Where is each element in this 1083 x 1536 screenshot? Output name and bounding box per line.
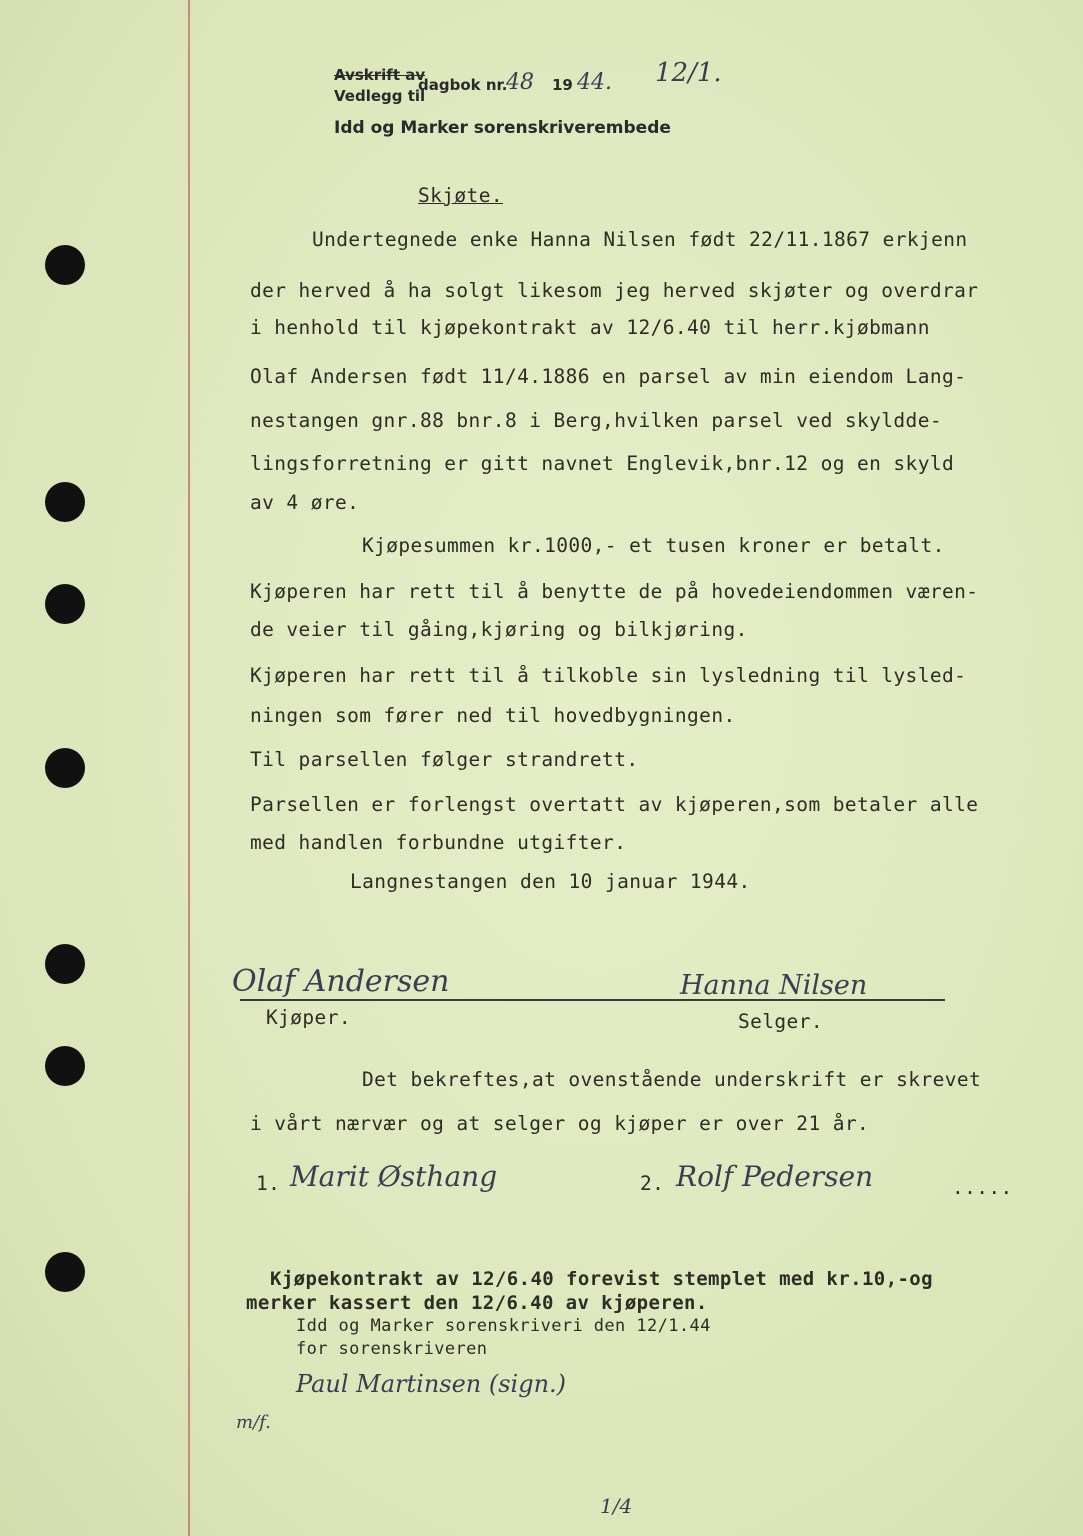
registration-line: Kjøpekontrakt av 12/6.40 forevist stemplet med kr.10,-og [270,1268,933,1290]
witness-1-number: 1. [256,1172,281,1195]
bottom-mark: 1/4 [600,1494,633,1518]
witness-1-name: Marit Østhang [290,1160,498,1193]
header-year-prefix: 19 [552,76,573,94]
header-year-suffix: 44. [577,70,612,95]
body-line: der herved å ha solgt likesom jeg herved skjøter og overdrar [250,279,979,302]
body-line: ningen som fører ned til hovedbygningen. [250,704,736,727]
registration-line: merker kassert den 12/6.40 av kjøperen. [246,1292,708,1314]
header-dagbok-label: dagbok nr. [418,76,508,94]
body-line: i henhold til kjøpekontrakt av 12/6.40 til herr.kjøbmann [250,316,930,339]
body-line: Kjøperen har rett til å benytte de på hovedeiendommen væren- [250,580,979,603]
buyer-label: Kjøper. [266,1006,351,1029]
punch-hole [45,482,85,522]
body-line: nestangen gnr.88 bnr.8 i Berg,hvilken parsel ved skyldde- [250,409,942,432]
seller-label: Selger. [738,1010,823,1033]
punch-hole [45,1252,85,1292]
body-line: de veier til gåing,kjøring og bilkjøring. [250,618,748,641]
initials: m/f. [236,1412,271,1433]
body-line: Langnestangen den 10 januar 1944. [350,870,751,893]
clerk-signature: Paul Martinsen (sign.) [296,1370,567,1398]
witness-2-name: Rolf Pedersen [676,1160,874,1193]
margin-rule [188,0,190,1536]
punch-hole [45,584,85,624]
body-line: Kjøperen har rett til å tilkoble sin lysledning til lysled- [250,664,967,687]
body-line: Olaf Andersen født 11/4.1886 en parsel av min eiendom Lang- [250,365,967,388]
punch-hole [45,944,85,984]
header-date-note: 12/1. [655,58,722,88]
witness-2-number: 2. [640,1172,665,1195]
buyer-signature: Olaf Andersen [232,964,450,999]
body-line: Undertegnede enke Hanna Nilsen født 22/11.1867 erkjenn [312,228,968,251]
body-line: Til parsellen følger strandrett. [250,748,639,771]
header-dagbok-number: 48 [506,70,534,95]
punch-hole [45,1046,85,1086]
header-avskrift: Avskrift av [334,66,426,84]
punch-hole [45,748,85,788]
registration-line: for sorenskriveren [296,1339,488,1359]
body-line: av 4 øre. [250,491,360,514]
header-office: Idd og Marker sorenskriverembede [334,118,671,138]
registration-line: Idd og Marker sorenskriveri den 12/1.44 [296,1316,711,1336]
witness-2-dots: ..... [952,1176,1013,1199]
body-line: med handlen forbundne utgifter. [250,831,627,854]
body-line: Kjøpesummen kr.1000,- et tusen kroner er betalt. [362,534,945,557]
body-line: Parsellen er forlengst overtatt av kjøperen,som betaler alle [250,793,979,816]
body-line: lingsforretning er gitt navnet Englevik,bnr.12 og en skyld [250,452,955,475]
document-title: Skjøte. [418,184,503,207]
seller-signature: Hanna Nilsen [680,970,868,1001]
attestation-line: Det bekreftes,at ovenstående underskrift er skrevet [362,1068,982,1091]
attestation-line: i vårt nærvær og at selger og kjøper er over 21 år. [250,1112,870,1135]
header-vedlegg: Vedlegg til [334,87,426,105]
punch-hole [45,245,85,285]
